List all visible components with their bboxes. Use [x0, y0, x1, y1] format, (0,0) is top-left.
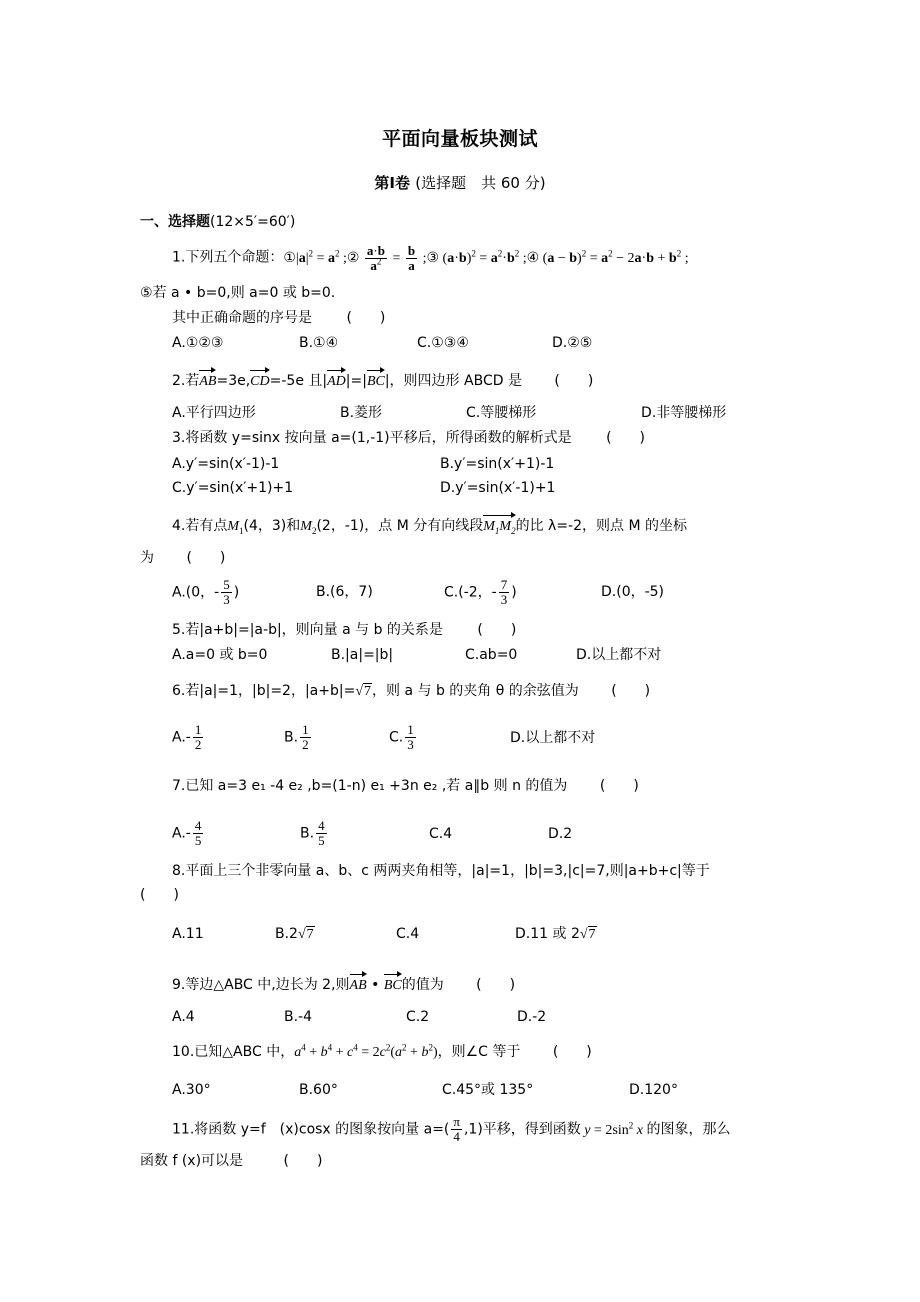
q2-option-a[interactable]: A.平行四边形 — [172, 405, 256, 421]
q5-option-d[interactable]: D.以上都不对 — [576, 647, 662, 663]
q4-paren: ( ) — [186, 550, 226, 566]
q4-option-d[interactable]: D.(0，-5) — [601, 584, 665, 600]
q1-option-b[interactable]: B.①④ — [299, 335, 339, 351]
q2-text-d: |=| — [345, 373, 367, 389]
q4-line2 — [140, 549, 225, 567]
q11-text-a: 11.将函数 y=f (x)cosx 的图象按向量 a=( — [172, 1121, 450, 1138]
q5-text: 5.若|a+b|=|a-b|，则向量 a 与 b 的关系是 — [172, 622, 443, 638]
q3-option-d[interactable]: D.y′=sin(x′-1)+1 — [440, 480, 556, 496]
q9-option-a[interactable]: A.4 — [172, 1009, 195, 1025]
q3-option-b[interactable]: B.y′=sin(x′+1)-1 — [440, 456, 555, 472]
q4-text-a: 4.若有点 — [172, 518, 228, 534]
q1-formula: $①|a|^2 = a^2$ ;② $\frac{a\cdot b}{a^2}$ = $\frac{b}{a}$ ;③ $(a\cdot b)^2 = a^2\cdot b^2$ ;④ $(a - b)^2 = a^2 - 2a\cdot b + b^2$ ; — [283, 243, 689, 273]
fraction-1-2b: $\frac{1}{2}$ — [302, 722, 309, 752]
vector-bc: BC — [367, 368, 385, 391]
q5-option-c[interactable]: C.ab=0 — [465, 647, 518, 663]
question-6 — [172, 682, 650, 701]
q10-text-b: ，则∠C 等于 — [437, 1044, 521, 1060]
page-title: 平面向量板块测试 — [381, 128, 538, 150]
q3-option-a[interactable]: A.y′=sin(x′-1)-1 — [172, 456, 280, 472]
q6-option-a[interactable] — [172, 723, 205, 752]
vector-ab-2: AB — [350, 972, 367, 995]
section-label: 一、选择题 — [140, 214, 210, 230]
q4-option-c-text: C.(-2，- — [444, 584, 497, 601]
q6-text-b: ，则 a 与 b 的夹角 θ 的余弦值为 — [372, 683, 579, 699]
q5-option-b[interactable]: B.|a|=|b| — [331, 647, 394, 663]
q2-text-c: =-5e 且| — [269, 373, 328, 389]
q10-paren: ( ) — [552, 1044, 592, 1060]
q6-option-d[interactable]: D.以上都不对 — [510, 730, 596, 746]
fraction-5-3: $\frac{5}{3}$ — [223, 577, 230, 607]
q4-text-b: (4，3)和 — [243, 518, 301, 534]
q2-option-d[interactable]: D.非等腰梯形 — [641, 405, 727, 421]
question-7 — [172, 777, 639, 795]
paper-subtitle — [0, 172, 920, 193]
q11-text-b: ,1)平移，得到函数 — [463, 1121, 581, 1138]
q7-option-c[interactable]: C.4 — [429, 826, 453, 842]
question-10 — [172, 1043, 592, 1062]
q4-text-c: (2，-1)，点 M 分有向线段 — [316, 518, 484, 534]
q1-number: 1. — [172, 249, 186, 266]
sqrt-7c: √7 — [579, 927, 596, 942]
q2-text-b: =3e, — [216, 373, 251, 389]
q1-ask — [172, 309, 385, 327]
q7-paren: ( ) — [599, 778, 639, 794]
q9-option-c[interactable]: C.2 — [406, 1009, 430, 1025]
q6-option-a-text: A.- — [172, 729, 191, 746]
q4-option-c[interactable]: C.(-2，- $\frac{7}{3}$ ) — [444, 577, 517, 607]
q7-text: 7.已知 a=3 e₁ -4 e₂ ,b=(1-n) e₁ +3n e₂ ,若 a∥b 则 n 的值为 — [172, 778, 568, 794]
q10-option-a[interactable]: A.30° — [172, 1082, 211, 1098]
q8-option-b-text: B.2 — [275, 926, 298, 942]
q11-paren: ( ) — [283, 1153, 323, 1169]
fraction-7-3: $\frac{7}{3}$ — [500, 577, 508, 607]
sqrt-7b: √7 — [297, 927, 314, 942]
q2-option-b[interactable]: B.菱形 — [340, 405, 383, 421]
q7-option-b-text: B. — [300, 825, 315, 842]
q5-paren: ( ) — [477, 622, 517, 638]
q1-option-d[interactable]: D.②⑤ — [552, 335, 593, 351]
q3-option-c[interactable]: C.y′=sin(x′+1)+1 — [172, 480, 294, 496]
q11-text-c: 的图象，那么 — [646, 1121, 731, 1138]
q9-option-b[interactable]: B.-4 — [284, 1009, 313, 1025]
question-11 — [172, 1115, 730, 1144]
q8-option-c[interactable]: C.4 — [396, 926, 420, 942]
question-4 — [172, 513, 687, 536]
question-2 — [172, 368, 593, 391]
point-m1: $M_1$ — [227, 519, 244, 536]
q1-option-a[interactable]: A.①②③ — [172, 335, 224, 351]
q7-option-b[interactable] — [300, 819, 329, 848]
q8-option-d[interactable] — [515, 925, 597, 944]
q3-paren: ( ) — [606, 430, 646, 446]
fraction-pi-4: $\frac{\pi}{4}$ — [453, 1114, 460, 1144]
question-9 — [172, 972, 515, 995]
q6-paren: ( ) — [611, 683, 651, 699]
q10-option-b[interactable]: B.60° — [299, 1082, 338, 1098]
q11-line2-text: 函数 f (x)可以是 — [140, 1153, 244, 1169]
fraction-4-5b: $\frac{4}{5}$ — [318, 818, 325, 848]
vector-bc-2: BC — [384, 972, 402, 995]
q10-option-c[interactable]: C.45°或 135° — [442, 1082, 534, 1098]
q7-option-a-text: A.- — [172, 825, 191, 842]
q1-item5: ⑤若 a • b=0,则 a=0 或 b=0. — [140, 285, 336, 301]
q9-text-b: • — [371, 977, 380, 993]
section-score: (12×5′=60′) — [210, 214, 296, 230]
q8-option-a[interactable]: A.11 — [172, 926, 204, 942]
sqrt-7: √7 — [355, 684, 372, 699]
q11-line2 — [140, 1152, 322, 1170]
q10-option-d[interactable]: D.120° — [629, 1082, 678, 1098]
question-1 — [172, 244, 689, 273]
q4-text-d: 的比 λ=-2，则点 M 的坐标 — [515, 518, 687, 534]
q8-option-b[interactable] — [275, 925, 315, 944]
subtitle-main: 第Ⅰ卷 — [374, 174, 411, 192]
q7-option-a[interactable] — [172, 819, 205, 848]
fraction-1-2: $\frac{1}{2}$ — [194, 722, 202, 752]
fraction-4-5: $\frac{4}{5}$ — [194, 818, 202, 848]
q4-option-a[interactable]: A.(0，- $\frac{5}{3}$ ) — [172, 577, 240, 607]
q3-text: 3.将函数 y=sinx 按向量 a=(1,-1)平移后，所得函数的解析式是 — [172, 430, 572, 446]
q1-intro: 下列五个命题： — [185, 249, 284, 266]
section-heading — [140, 211, 295, 231]
q1-ask-text: 其中正确命题的序号是 — [172, 310, 312, 326]
q10-formula: $a^4 + b^4 + c^4 = 2c^2(a^2 + b^2)$ — [294, 1042, 438, 1060]
q1-option-c[interactable]: C.①③④ — [417, 335, 469, 351]
q8-option-d-text: D.11 或 2 — [515, 926, 580, 942]
q4-option-a-text: A.(0，- — [172, 584, 220, 601]
vector-cd: CD — [250, 368, 269, 391]
fraction-1-3: $\frac{1}{3}$ — [407, 722, 414, 752]
q2-text-a: 2.若 — [172, 373, 200, 389]
q8-paren: ( ) — [140, 887, 179, 903]
question-3 — [172, 429, 645, 447]
q6-option-b-text: B. — [284, 729, 299, 746]
q9-paren: ( ) — [476, 977, 516, 993]
vector-m1m2: $M_1M_2$ — [483, 513, 515, 536]
q1-paren: ( ) — [346, 310, 386, 326]
q9-text-a: 9.等边△ABC 中,边长为 2,则 — [172, 977, 350, 993]
q6-option-b[interactable] — [284, 723, 313, 752]
question-5 — [172, 621, 516, 639]
q6-option-c[interactable] — [389, 723, 418, 752]
subtitle-paren: (选择题 共 60 分) — [415, 174, 546, 192]
q7-option-d[interactable]: D.2 — [548, 826, 573, 842]
q4-option-b[interactable]: B.(6，7) — [316, 584, 373, 600]
question-8: 8.平面上三个非零向量 a、b、c 两两夹角相等，|a|=1，|b|=3,|c|=7,则|a+b+c|等于 — [172, 863, 710, 879]
q6-text-a: 6.若|a|=1，|b|=2，|a+b|= — [172, 683, 356, 699]
q9-option-d[interactable]: D.-2 — [517, 1009, 547, 1025]
q4-line2-text: 为 — [140, 550, 154, 566]
q2-paren: ( ) — [554, 373, 594, 389]
vector-ab: AB — [199, 368, 216, 391]
q10-text-a: 10.已知△ABC 中， — [172, 1044, 295, 1060]
q2-text-e: |，则四边形 ABCD 是 — [384, 373, 522, 389]
point-m2: $M_2$ — [300, 519, 317, 536]
q6-option-c-text: C. — [389, 729, 404, 746]
q2-option-c[interactable]: C.等腰梯形 — [466, 405, 537, 421]
q11-formula: $y = 2\sin^2$ x — [584, 1119, 643, 1138]
q5-option-a[interactable]: A.a=0 或 b=0 — [172, 647, 268, 663]
vector-ad: AD — [327, 368, 346, 391]
q9-text-c: 的值为 — [401, 977, 444, 993]
